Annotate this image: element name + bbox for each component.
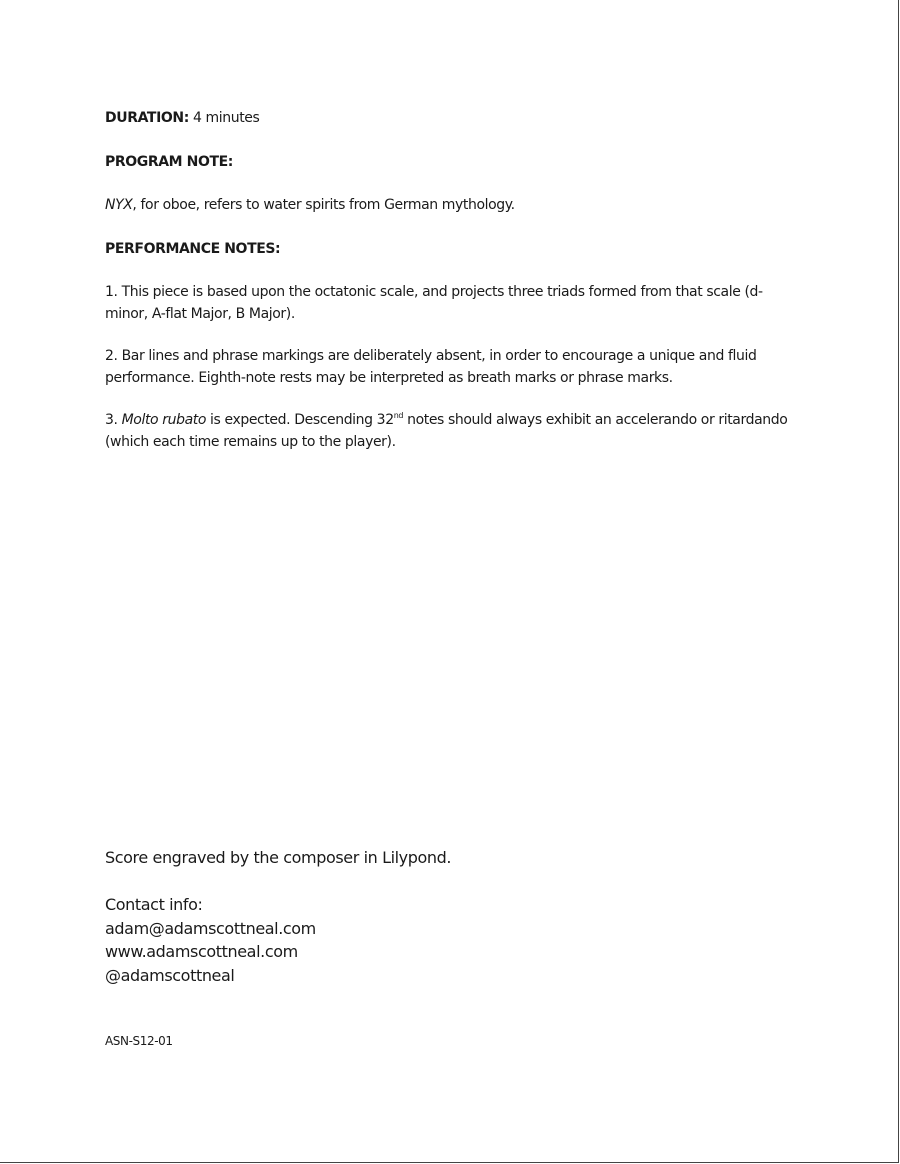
- performance-note-1: 1. This piece is based upon the octatonic scale, and projects three triads formed from that scale (d-minor, A-flat Major, B Major).: [105, 284, 763, 322]
- contact-email: adam@adamscottneal.com: [105, 918, 316, 938]
- program-note-body: , for oboe, refers to water spirits from German mythology.: [132, 197, 515, 213]
- note3-superscript: nd: [393, 411, 404, 420]
- duration-line: [105, 107, 805, 129]
- program-note-heading: PROGRAM NOTE:: [105, 154, 233, 170]
- contact-handle: @adamscottneal: [105, 965, 235, 985]
- catalog-number: ASN-S12-01: [105, 1034, 173, 1048]
- performance-notes-heading: PERFORMANCE NOTES:: [105, 241, 281, 257]
- performance-note-2: 2. Bar lines and phrase markings are deliberately absent, in order to encourage a unique and fluid performance. Eighth-note rests may be interpreted as breath marks or phrase marks.: [105, 348, 757, 386]
- note3-italic: Molto rubato: [121, 412, 206, 428]
- note3-rest: notes should always exhibit an accelerando or ritardando (which each time remains up to the player).: [105, 412, 788, 450]
- piece-title: NYX: [105, 197, 133, 213]
- duration-label: DURATION:: [105, 110, 189, 126]
- engraving-credit: Score engraved by the composer in Lilypond.: [105, 848, 452, 867]
- contact-label: Contact info:: [105, 895, 203, 914]
- note3-mid: is expected. Descending 32: [206, 412, 394, 428]
- note3-prefix: 3.: [105, 412, 122, 428]
- performance-note-3: [105, 409, 805, 453]
- program-note-text: [105, 194, 805, 216]
- contact-website: www.adamscottneal.com: [105, 942, 298, 961]
- contact-info: [105, 893, 605, 987]
- duration-value: 4 minutes: [192, 110, 260, 126]
